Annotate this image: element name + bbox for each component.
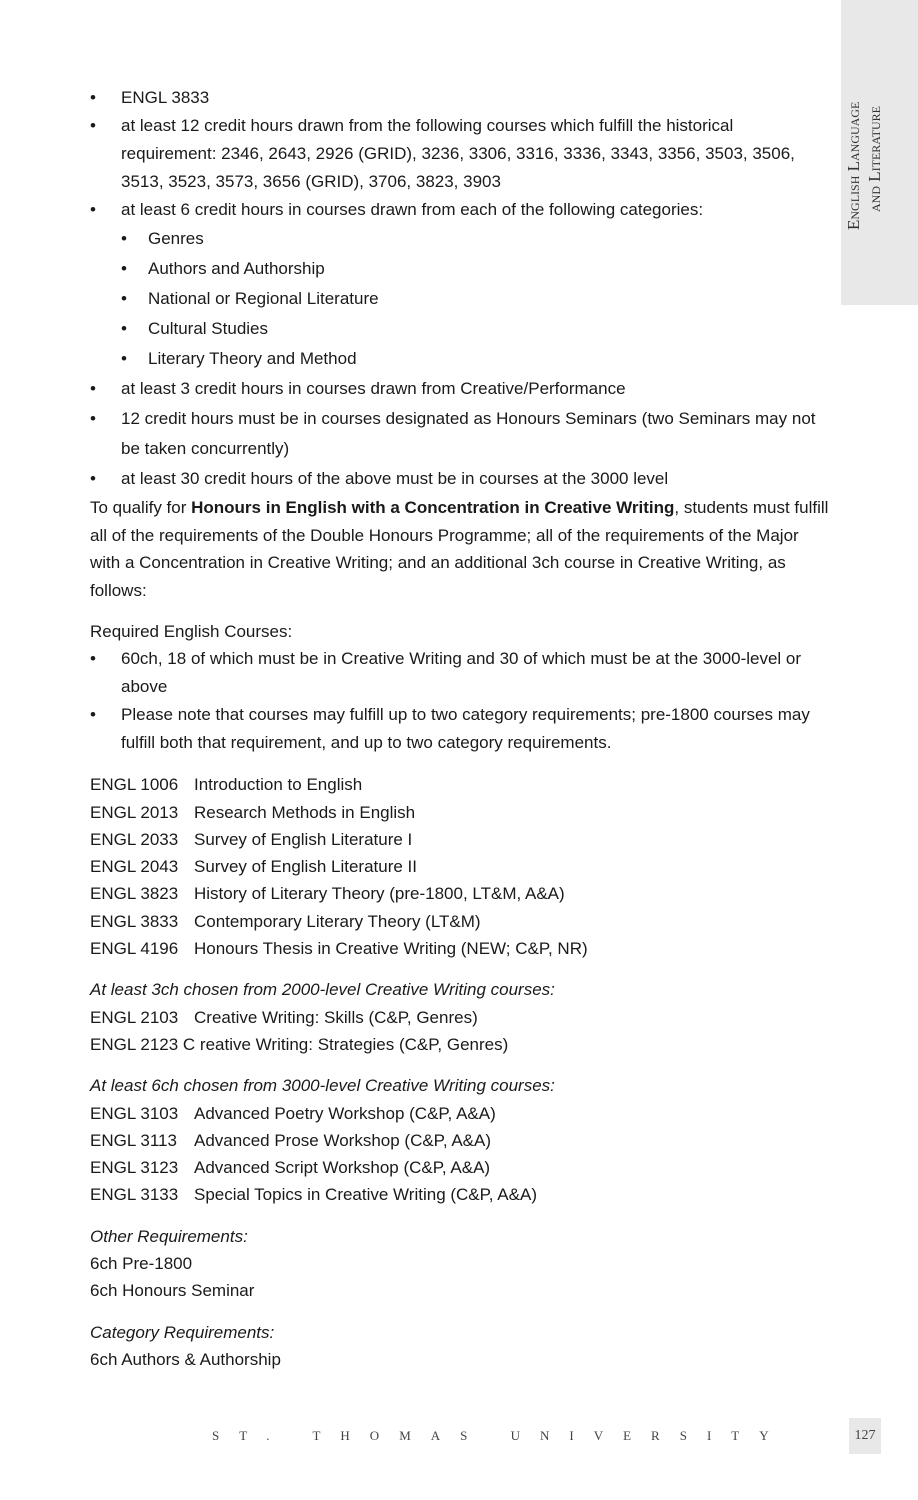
course-row — [90, 1181, 830, 1208]
course-code: ENGL 4196 — [90, 939, 179, 959]
category-requirements-heading: Category Requirements: — [90, 1322, 275, 1342]
course-code: ENGL 3823 — [90, 884, 179, 904]
page-content — [90, 84, 830, 1373]
honours-program-name: Honours in English with a Concentration in Creative Writing — [191, 498, 675, 517]
other-requirements-group — [90, 1223, 830, 1305]
course-title: Survey of English Literature I — [194, 829, 413, 849]
side-tab-line-2: and Literature — [865, 106, 884, 212]
course-row — [90, 880, 830, 907]
side-tab-line-1: English Language — [844, 101, 863, 230]
other-requirements-heading: Other Requirements: — [90, 1226, 248, 1246]
requirement-item: 6ch Pre-1800 — [90, 1254, 193, 1274]
list-item: • ENGL 3833 — [90, 84, 830, 112]
course-code: ENGL 3133 — [90, 1185, 179, 1205]
category-item: • National or Regional Literature — [121, 284, 830, 314]
list-item: • at least 12 credit hours drawn from the following courses which fulfill the historical requirement: 2346, 2643, 2926 (GRID), 3236, 3306, 3316, 3336, 3343, 3356, 3503, 3506, 3513, 3523, 3573, 3656 (GRID), 3706, 3823, 3903 — [90, 112, 830, 196]
category-item: • Genres — [121, 224, 830, 254]
category-item: • Cultural Studies — [121, 314, 830, 344]
list-item: • Please note that courses may fulfill up to two category requirements; pre-1800 courses may fulfill both that requirement, and up to two category requirements. — [90, 701, 830, 757]
footer-university: ST. THOMAS UNIVERSITY — [212, 1428, 789, 1443]
course-code: ENGL 3123 — [90, 1158, 179, 1178]
requirements-list — [90, 84, 830, 494]
required-heading: Required English Courses: — [90, 622, 293, 641]
section-side-tab — [841, 0, 918, 305]
course-row — [90, 1100, 830, 1127]
course-row — [90, 799, 830, 826]
requirement-item: 6ch Authors & Authorship — [90, 1349, 281, 1369]
category-item: • Authors and Authorship — [121, 254, 830, 284]
course-title: Survey of English Literature II — [194, 857, 418, 877]
requirement-item: 6ch Honours Seminar — [90, 1281, 255, 1301]
honours-paragraph — [90, 494, 830, 604]
list-item: • 60ch, 18 of which must be in Creative Writing and 30 of which must be at the 3000-level or above — [90, 645, 830, 701]
course-row — [90, 1004, 830, 1031]
course-row — [90, 826, 830, 853]
list-item: • at least 3 credit hours in courses drawn from Creative/Performance — [90, 374, 830, 404]
category-item: • Literary Theory and Method — [121, 344, 830, 374]
category-requirements-group — [90, 1319, 830, 1374]
level-2000-heading: At least 3ch chosen from 2000-level Creative Writing courses: — [90, 980, 555, 1000]
course-title: Honours Thesis in Creative Writing (NEW; C&P, NR) — [194, 939, 588, 959]
course-code: ENGL 1006 — [90, 775, 179, 795]
list-item-text: at least 6 credit hours in courses drawn from each of the following categories: — [121, 200, 704, 219]
course-title: Introduction to English — [194, 775, 363, 795]
course-row — [90, 1154, 830, 1181]
list-item: • 12 credit hours must be in courses designated as Honours Seminars (two Seminars may not be taken concurrently) — [90, 404, 830, 464]
required-notes-list — [90, 645, 830, 757]
course-title: Contemporary Literary Theory (LT&M) — [194, 911, 481, 931]
course-code: ENGL 3833 — [90, 911, 179, 931]
honours-intro: To qualify for — [90, 498, 192, 517]
level-2000-group — [90, 976, 830, 1058]
course-title: Advanced Script Workshop (C&P, A&A) — [194, 1158, 491, 1178]
course-row — [90, 935, 830, 962]
honours-rest: , students must fulfill all of the requirements of the Double Honours Programme; all of the requirements of the Major with a Concentration in Creative Writing; and an additional 3ch course in Creative Writing, as follows: — [90, 498, 829, 600]
course-row — [90, 771, 830, 798]
section-side-tab-label — [843, 0, 885, 230]
list-item — [90, 196, 830, 374]
course-code: ENGL 2013 — [90, 802, 179, 822]
course-code: ENGL 3113 — [90, 1130, 177, 1150]
course-row: ENGL 2123 C reative Writing: Strategies (C&P, Genres) — [90, 1034, 509, 1054]
categories-list — [121, 224, 830, 374]
level-3000-group — [90, 1072, 830, 1208]
course-code: ENGL 3103 — [90, 1103, 179, 1123]
level-3000-heading: At least 6ch chosen from 3000-level Creative Writing courses: — [90, 1076, 555, 1096]
course-title: Research Methods in English — [194, 802, 416, 822]
course-code: ENGL 2043 — [90, 857, 179, 877]
course-title: Advanced Poetry Workshop (C&P, A&A) — [194, 1103, 496, 1123]
course-title: History of Literary Theory (pre-1800, LT&M, A&A) — [194, 884, 565, 904]
list-item: • at least 30 credit hours of the above must be in courses at the 3000 level — [90, 464, 830, 494]
course-code: ENGL 2103 — [90, 1007, 179, 1027]
page-number: 127 — [849, 1418, 881, 1454]
course-row — [90, 1127, 830, 1154]
required-courses — [90, 771, 830, 962]
course-row — [90, 853, 830, 880]
course-title: Creative Writing: Skills (C&P, Genres) — [194, 1007, 478, 1027]
course-row — [90, 908, 830, 935]
course-code: ENGL 2033 — [90, 829, 179, 849]
course-title: Advanced Prose Workshop (C&P, A&A) — [194, 1130, 492, 1150]
course-title: Special Topics in Creative Writing (C&P, A&A) — [194, 1185, 537, 1205]
